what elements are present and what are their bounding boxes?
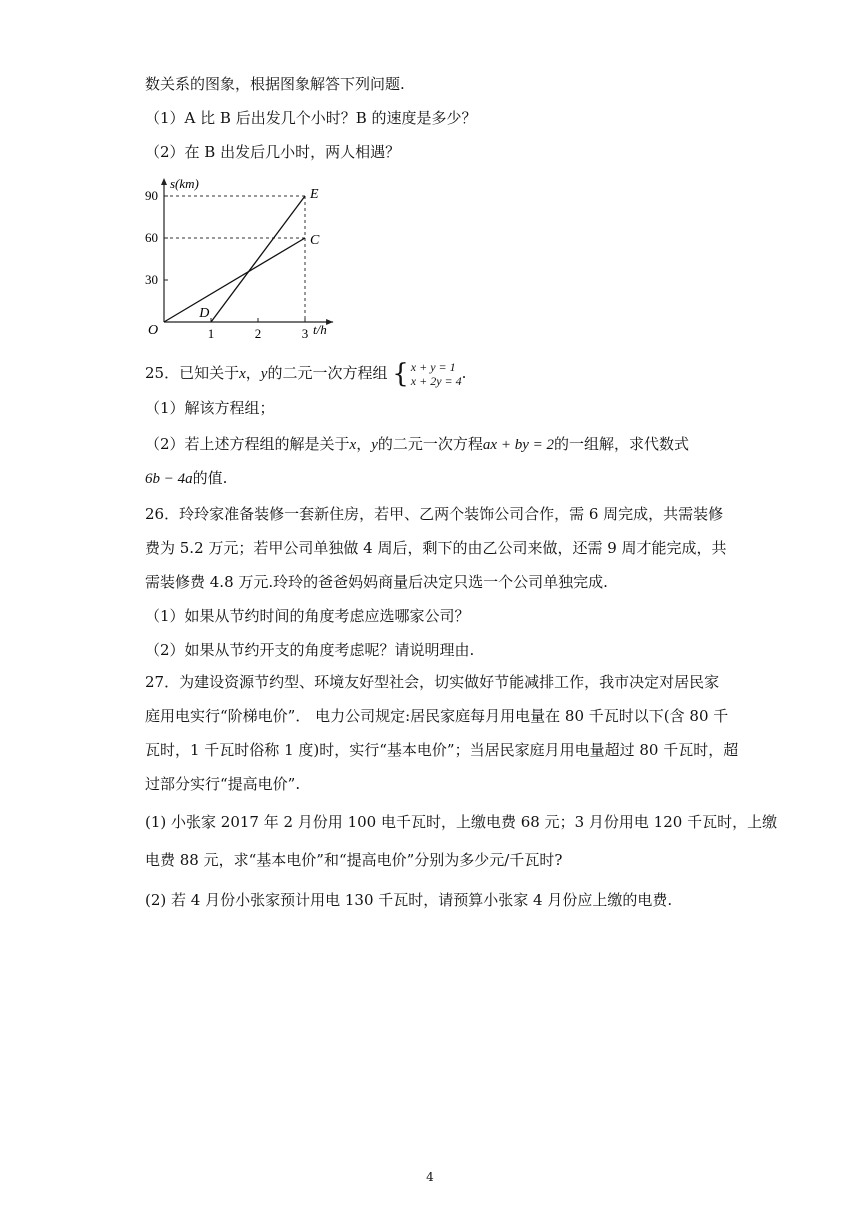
x-tick-label-1: 1 (207, 326, 215, 338)
q26-line2: 费为 5.2 万元；若甲公司单独做 4 周后，剩下的由乙公司来做，还需 9 周才能完成，共 (145, 539, 727, 557)
q25-part2-c: 的二元一次方程 (377, 435, 483, 453)
y-axis-arrow (161, 178, 167, 185)
q27-part2: (2) 若 4 月份小张家预计用电 130 千瓦时，请预算小张家 4 月份应上缴的电费. (145, 891, 673, 909)
q25-part2 (145, 434, 689, 455)
q25-part2-d: 的一组解，求代数式 (553, 435, 689, 453)
q27-line2: 庭用电实行“阶梯电价”． 电力公司规定:居民家庭每月用电量在 80 千瓦时以下(含 80 千 (145, 707, 729, 725)
line-2: （1）A 比 B 后出发几个小时？B 的速度是多少？ (145, 109, 477, 127)
q25-part1: （1）解该方程组； (145, 399, 275, 417)
q27-line1: 27．为建设资源节约型、环境友好型社会，切实做好节能减排工作，我市决定对居民家 (145, 673, 720, 691)
q25-part2-end: 的值. (192, 469, 228, 487)
q27-line4: 过部分实行“提高电价”. (145, 775, 301, 793)
q27-line3: 瓦时，1 千瓦时俗称 1 度)时，实行“基本电价”；当居民家庭月用电量超过 80 千瓦时，超 (145, 741, 739, 759)
y-tick-label-30: 30 (145, 272, 158, 287)
line-1: 数关系的图象，根据图象解答下列问题. (145, 75, 405, 93)
q25-part2-line2 (145, 468, 227, 489)
line-3: （2）在 B 出发后几小时，两人相遇？ (145, 143, 401, 161)
point-label-C: C (310, 233, 320, 248)
q26-line1: 26．玲玲家准备装修一套新住房，若甲、乙两个装饰公司合作，需 6 周完成，共需装修 (145, 505, 724, 523)
expression-6b-4a: 6b − 4a (145, 471, 193, 487)
var-x-2: x (349, 437, 357, 453)
q25-prefix: 25．已知关于 (145, 364, 240, 382)
series-line-C (164, 238, 305, 322)
x-axis-arrow (326, 319, 333, 325)
equation-ax-by: ax + by = 2 (482, 437, 554, 453)
y-tick-label-60: 60 (145, 230, 158, 245)
equation-system: { x + y = 1 x + 2y = 4 (392, 359, 462, 389)
q26-line3: 需装修费 4.8 万元.玲玲的爸爸妈妈商量后决定只选一个公司单独完成. (145, 573, 608, 591)
x-axis-label: t/h (313, 322, 327, 337)
q25-mid2: 的二元一次方程组 (267, 364, 388, 382)
page-number: 4 (426, 1170, 434, 1184)
x-tick-label-3: 3 (301, 326, 309, 338)
point-label-E: E (310, 187, 319, 202)
var-y-2: y (371, 437, 378, 453)
q26-part2: （2）如果从节约开支的角度考虑呢？请说明理由. (145, 641, 475, 659)
y-tick-label-90: 90 (145, 188, 158, 203)
var-y: y (260, 366, 268, 382)
q25-end: . (461, 364, 467, 382)
point-label-O: O (148, 323, 159, 338)
q25-mid1: ， (245, 364, 261, 382)
q25-line (145, 360, 466, 388)
equation-1: x + y = 1 (410, 360, 456, 374)
x-tick-label-2: 2 (254, 326, 262, 338)
q25-part2-b: ， (356, 435, 372, 453)
series-line-E (211, 196, 305, 322)
q25-part2-a: （2）若上述方程组的解是关于 (145, 435, 350, 453)
equation-2: x + 2y = 4 (410, 374, 462, 388)
distance-time-chart (140, 172, 340, 338)
q26-part1: （1）如果从节约时间的角度考虑应选哪家公司？ (145, 607, 470, 625)
y-axis-label: s(km) (170, 176, 199, 191)
point-label-D: D (199, 306, 210, 321)
q27-part1: (1) 小张家 2017 年 2 月份用 100 电千瓦时，上缴电费 68 元；3 月份用电 120 千瓦时，上缴 (145, 813, 778, 831)
q27-part1-line2: 电费 88 元，求“基本电价”和“提高电价”分别为多少元/千瓦时? (145, 851, 563, 869)
var-x: x (239, 366, 246, 382)
